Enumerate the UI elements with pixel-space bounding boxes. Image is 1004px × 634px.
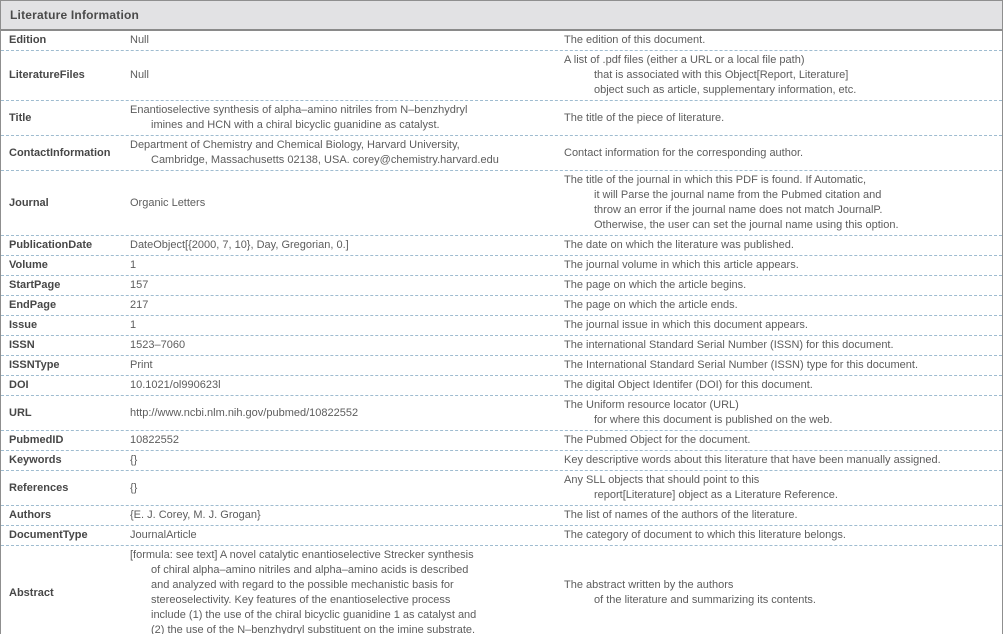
field-value (130, 548, 564, 634)
text-line: of chiral alpha–amino nitriles and alpha–amino acids is described (151, 564, 469, 576)
text-line: The digital Object Identifer (DOI) for this document. (564, 379, 813, 391)
text-line: The title of the piece of literature. (564, 111, 725, 124)
text-line: throw an error if the journal name does not match JournalP. (594, 204, 883, 216)
text-line: JournalArticle (130, 529, 197, 541)
text-line: include (1) the use of the chiral bicyclic guanidine 1 as catalyst and (151, 609, 477, 621)
field-value (130, 33, 564, 48)
field-label: Title (9, 111, 32, 124)
field-description (564, 318, 1002, 333)
text-line: The page on which the article ends. (564, 299, 738, 311)
field-label: References (9, 481, 69, 494)
text-line: 10.1021/ol990623l (130, 379, 221, 391)
table-row (1, 545, 1002, 634)
field-value (130, 138, 564, 168)
text-line: that is associated with this Object[Report, Literature] (594, 69, 849, 81)
text-line: The Uniform resource locator (URL) (564, 399, 739, 411)
field-description (564, 146, 1002, 161)
text-line: of the literature and summarizing its contents. (594, 594, 816, 606)
table-row (1, 375, 1002, 395)
text-line: DateObject[{2000, 7, 10}, Day, Gregorian, 0.] (130, 239, 349, 251)
field-value (130, 481, 564, 496)
field-value (130, 508, 564, 523)
field-label: PubmedID (9, 434, 64, 446)
field-label: PublicationDate (9, 239, 93, 251)
field-description (564, 278, 1002, 293)
field-value (130, 68, 564, 83)
field-value (130, 258, 564, 273)
text-line: The International Standard Serial Number (ISSN) type for this document. (564, 359, 919, 371)
field-value (130, 278, 564, 293)
table-row (1, 255, 1002, 275)
table-row (1, 295, 1002, 315)
field-label: URL (9, 406, 32, 419)
text-line: Null (130, 34, 149, 46)
text-line: http://www.ncbi.nlm.nih.gov/pubmed/10822552 (130, 406, 359, 419)
table-row (1, 470, 1002, 505)
text-line: and analyzed with regard to the possible mechanistic basis for (151, 579, 454, 591)
field-description (564, 238, 1002, 253)
field-description (564, 338, 1002, 353)
table-row (1, 395, 1002, 430)
text-line: The journal volume in which this article appears. (564, 259, 799, 271)
field-description (564, 453, 1002, 468)
field-description (564, 173, 1002, 233)
table-row (1, 315, 1002, 335)
text-line: Null (130, 69, 149, 81)
field-label: DOI (9, 379, 29, 391)
field-value (130, 298, 564, 313)
text-line: {} (130, 481, 138, 494)
table-row (1, 525, 1002, 545)
text-line: 157 (130, 279, 149, 291)
field-description (564, 258, 1002, 273)
field-value (130, 433, 564, 448)
table-row (1, 505, 1002, 525)
field-description (564, 378, 1002, 393)
panel-header (1, 1, 1002, 31)
text-line: (2) the use of the N–benzhydryl substituent on the imine substrate. (151, 624, 476, 634)
text-line: Any SLL objects that should point to this (564, 474, 760, 486)
text-line: 1 (130, 259, 137, 271)
table-row (1, 235, 1002, 255)
text-line: stereoselectivity. Key features of the enantioselective process (151, 594, 451, 606)
text-line: Otherwise, the user can set the journal name using this option. (594, 219, 899, 231)
text-line: The Pubmed Object for the document. (564, 434, 751, 446)
text-line: Contact information for the corresponding author. (564, 146, 804, 159)
info-table-body (1, 31, 1002, 634)
field-value (130, 406, 564, 421)
text-line: The journal issue in which this document appears. (564, 319, 808, 331)
field-label: DocumentType (9, 529, 88, 541)
table-row (1, 31, 1002, 50)
field-label: Authors (9, 509, 52, 521)
field-description (564, 111, 1002, 126)
text-line: 10822552 (130, 434, 179, 446)
field-label: EndPage (9, 299, 57, 311)
field-value (130, 318, 564, 333)
field-label: ISSNType (9, 359, 60, 371)
text-line: A list of .pdf files (either a URL or a local file path) (564, 54, 805, 66)
field-value (130, 378, 564, 393)
text-line: Key descriptive words about this literature that have been manually assigned. (564, 454, 941, 466)
field-label: StartPage (9, 279, 61, 291)
text-line: The date on which the literature was published. (564, 239, 794, 251)
field-description (564, 398, 1002, 428)
text-line: Print (130, 359, 153, 371)
text-line: The page on which the article begins. (564, 279, 747, 291)
text-line: report[Literature] object as a Literature Reference. (594, 489, 838, 501)
field-description (564, 473, 1002, 503)
field-label: Abstract (9, 586, 54, 599)
field-value (130, 196, 564, 211)
text-line: Enantioselective synthesis of alpha–amino nitriles from N–benzhydryl (130, 104, 468, 116)
table-row (1, 135, 1002, 170)
text-line: The abstract written by the authors (564, 579, 734, 591)
text-line: {} (130, 454, 138, 466)
field-description (564, 433, 1002, 448)
text-line: [formula: see text] A novel catalytic enantioselective Strecker synthesis (130, 549, 474, 561)
text-line: The edition of this document. (564, 34, 706, 46)
text-line: {E. J. Corey, M. J. Grogan} (130, 509, 261, 521)
field-label: ISSN (9, 339, 35, 351)
field-description (564, 528, 1002, 543)
field-value (130, 103, 564, 133)
text-line: 217 (130, 299, 149, 311)
text-line: The title of the journal in which this PDF is found. If Automatic, (564, 174, 867, 186)
text-line: Cambridge, Massachusetts 02138, USA. corey@chemistry.harvard.edu (151, 154, 499, 166)
table-row (1, 430, 1002, 450)
text-line: Department of Chemistry and Chemical Biology, Harvard University, (130, 139, 460, 151)
table-row (1, 450, 1002, 470)
field-value (130, 453, 564, 468)
field-description (564, 298, 1002, 313)
table-row (1, 335, 1002, 355)
table-row (1, 100, 1002, 135)
field-description (564, 358, 1002, 373)
field-label: ContactInformation (9, 146, 111, 159)
field-description (564, 53, 1002, 98)
text-line: The category of document to which this literature belongs. (564, 529, 846, 541)
table-row (1, 50, 1002, 100)
text-line: Organic Letters (130, 196, 206, 209)
text-line: it will Parse the journal name from the Pubmed citation and (594, 189, 882, 201)
field-value (130, 358, 564, 373)
text-line: object such as article, supplementary information, etc. (594, 84, 857, 96)
table-row (1, 275, 1002, 295)
field-value (130, 338, 564, 353)
field-description (564, 578, 1002, 608)
text-line: The list of names of the authors of the literature. (564, 509, 798, 521)
field-value (130, 238, 564, 253)
text-line: imines and HCN with a chiral bicyclic guanidine as catalyst. (151, 119, 440, 131)
field-label: Issue (9, 319, 38, 331)
field-value (130, 528, 564, 543)
text-line: for where this document is published on the web. (594, 414, 833, 426)
table-row (1, 355, 1002, 375)
text-line: 1 (130, 319, 137, 331)
text-line: 1523–7060 (130, 339, 186, 351)
panel-title: Literature Information (10, 8, 140, 22)
field-label: Journal (9, 196, 49, 209)
field-description (564, 508, 1002, 523)
field-label: LiteratureFiles (9, 69, 85, 81)
field-label: Volume (9, 259, 48, 271)
text-line: The international Standard Serial Number (ISSN) for this document. (564, 339, 894, 351)
table-row (1, 170, 1002, 235)
field-label: Edition (9, 34, 47, 46)
field-label: Keywords (9, 454, 62, 466)
field-description (564, 33, 1002, 48)
